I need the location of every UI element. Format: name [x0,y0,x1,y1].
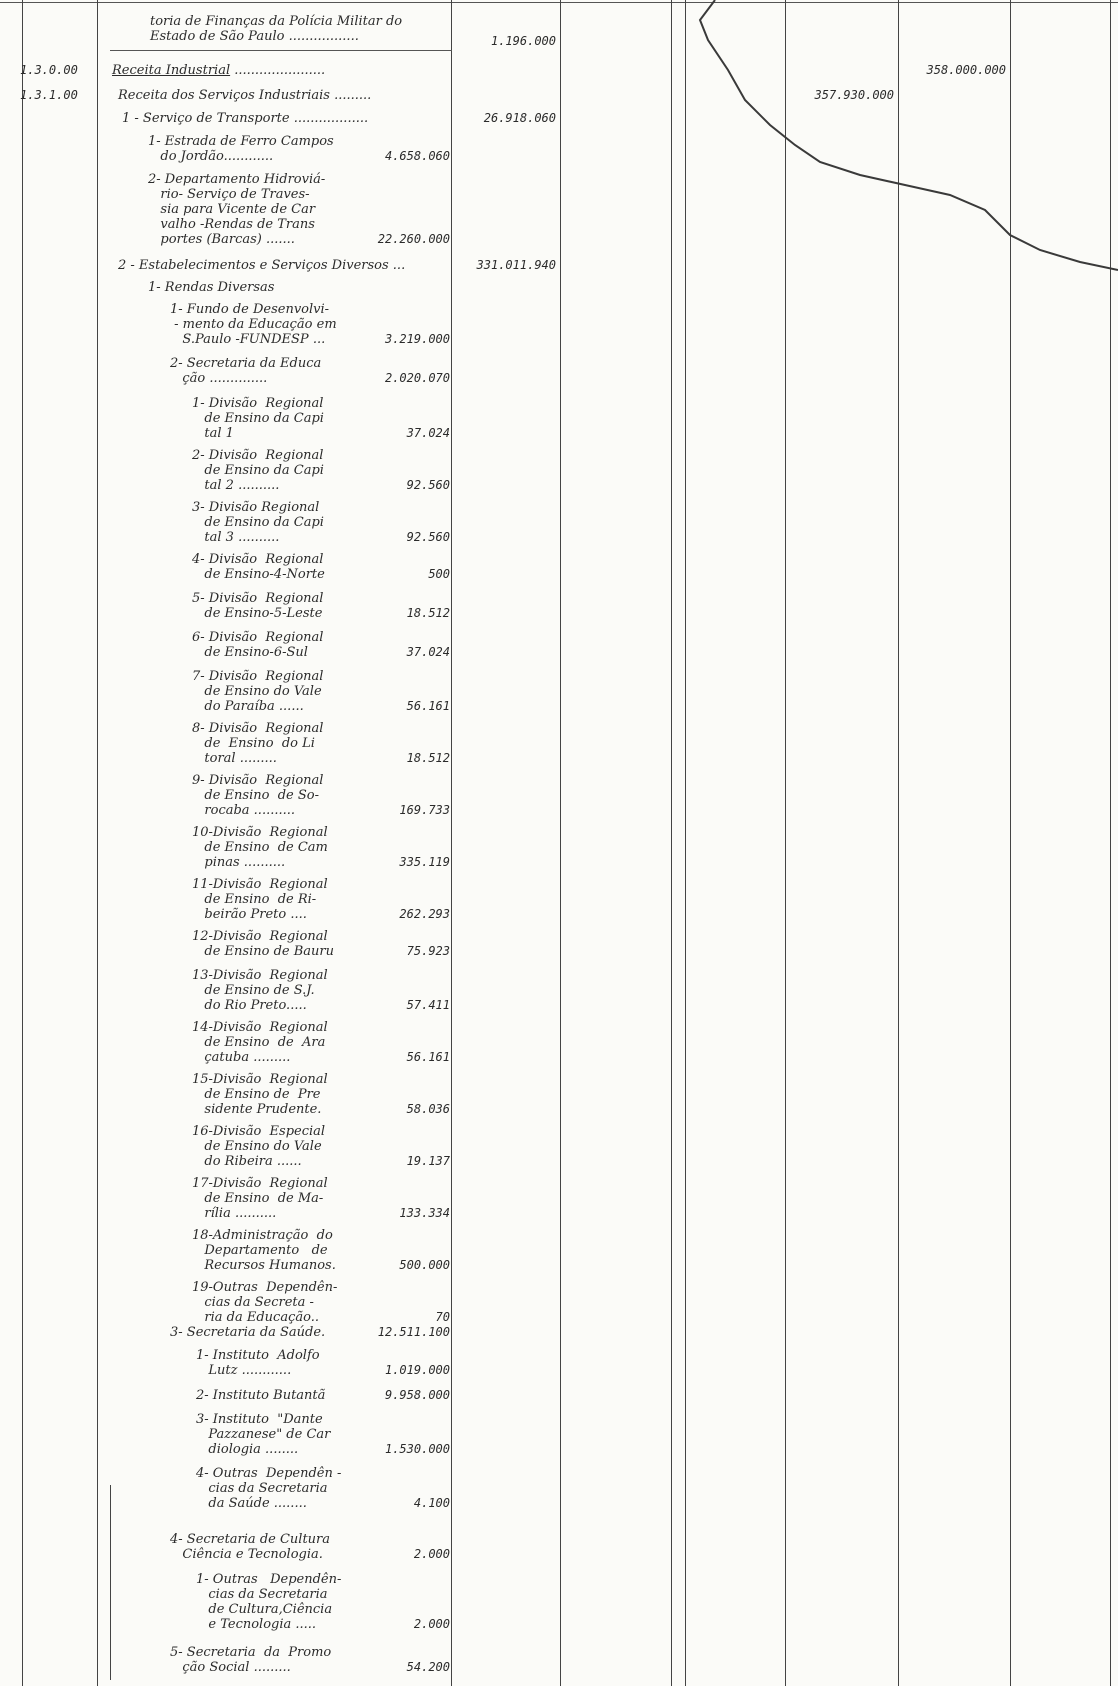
divisao-label: 16-Divisão Especial de Ensino do Vale do Ribeira ...... [192,1124,326,1169]
saude-item-label: 1- Instituto Adolfo Lutz ............ [196,1348,320,1378]
divisao-amount: 70 [435,1310,450,1324]
hidroviario-label: 2- Departamento Hidroviá- rio- Serviço de Traves- sia para Vicente de Car valho -Rendas de Trans portes (Barcas) ....... [148,172,326,247]
divisao-amount: 56.161 [406,699,450,713]
receita-servicos-total: 357.930.000 [814,88,894,102]
educacao-amount: 2.020.070 [384,371,450,385]
divisao-label: 15-Divisão Regional de Ensino de Pre sidente Prudente. [192,1072,328,1117]
saude-item-label: 4- Outras Dependên - cias da Secretaria da Saúde ........ [196,1466,342,1511]
divisao-label: 19-Outras Dependên- cias da Secreta - ria da Educação.. [192,1280,338,1325]
receita-industrial-total: 358.000.000 [926,63,1006,77]
divisao-amount: 58.036 [406,1102,450,1116]
divisao-amount: 57.411 [406,998,450,1012]
saude-item-amount: 4.100 [413,1496,450,1510]
saude-item-label: 2- Instituto Butantã [196,1388,326,1403]
promocao-amount: 54.200 [406,1660,450,1674]
fundesp-label: 1- Fundo de Desenvolvi- - mento da Educação em S.Paulo -FUNDESP ... [170,302,337,347]
divisao-label: 9- Divisão Regional de Ensino de So- rocaba .......... [192,773,324,818]
divisao-amount: 500 [428,567,450,581]
transporte-label: 1 - Serviço de Transporte .................. [122,111,369,126]
cultura-label: 4- Secretaria de Cultura Ciência e Tecnologia. [170,1532,330,1562]
receita-servicos-label: Receita dos Serviços Industriais ......... [118,88,372,103]
divisao-amount: 92.560 [406,478,450,492]
column-rule [110,1485,111,1680]
continuation-label: toria de Finanças da Polícia Militar do Estado de São Paulo ................. [150,14,403,44]
cultura-amount: 2.000 [413,1547,450,1561]
cultura-item-amount: 2.000 [413,1617,450,1631]
divisao-label: 6- Divisão Regional de Ensino-6-Sul [192,630,324,660]
continuation-amount: 1.196.000 [490,34,556,48]
divisao-amount: 169.733 [399,803,450,817]
divisao-label: 11-Divisão Regional de Ensino de Ri- beirão Preto .... [192,877,328,922]
divisao-label: 18-Administração do Departamento de Recursos Humanos. [192,1228,336,1273]
divisao-label: 13-Divisão Regional de Ensino de S.J. do Rio Preto..... [192,968,328,1013]
divisao-amount: 18.512 [406,606,450,620]
campos-jordao-amount: 4.658.060 [384,149,450,163]
divisao-label: 1- Divisão Regional de Ensino da Capi tal 1 [192,396,324,441]
divisao-label: 14-Divisão Regional de Ensino de Ara çatuba ......... [192,1020,328,1065]
divisao-amount: 133.334 [399,1206,450,1220]
promocao-label: 5- Secretaria da Promo ção Social ......... [170,1645,332,1675]
hidroviario-amount: 22.260.000 [377,232,450,246]
divisao-label: 8- Divisão Regional de Ensino do Li toral ......... [192,721,324,766]
divisao-amount: 37.024 [406,426,450,440]
campos-jordao-label: 1- Estrada de Ferro Campos do Jordão............ [148,134,334,164]
cultura-item-label: 1- Outras Dependên- cias da Secretaria de Cultura,Ciência e Tecnologia ..... [196,1572,342,1632]
saude-item-amount: 1.019.000 [384,1363,450,1377]
estabelecimentos-amount: 331.011.940 [476,258,556,272]
rendas-label: 1- Rendas Diversas [148,280,275,295]
divisao-label: 12-Divisão Regional de Ensino de Bauru [192,929,334,959]
fundesp-amount: 3.219.000 [384,332,450,346]
divisao-amount: 37.024 [406,645,450,659]
divisao-amount: 56.161 [406,1050,450,1064]
saude-item-label: 3- Instituto "Dante Pazzanese" de Car diologia ........ [196,1412,331,1457]
divisao-amount: 19.137 [406,1154,450,1168]
saude-amount: 12.511.100 [377,1325,450,1339]
saude-label: 3- Secretaria da Saúde. [170,1325,326,1340]
divisao-amount: 18.512 [406,751,450,765]
divisao-label: 5- Divisão Regional de Ensino-5-Leste [192,591,324,621]
divisao-label: 3- Divisão Regional de Ensino da Capi tal 3 .......... [192,500,324,545]
account-code: 1.3.1.00 [20,88,78,102]
divisao-label: 17-Divisão Regional de Ensino de Ma- rília .......... [192,1176,328,1221]
divisao-label: 4- Divisão Regional de Ensino-4-Norte [192,552,325,582]
divisao-amount: 262.293 [399,907,450,921]
educacao-label: 2- Secretaria da Educa ção .............. [170,356,322,386]
transporte-amount: 26.918.060 [483,111,556,125]
divisao-amount: 500.000 [399,1258,450,1272]
saude-item-amount: 9.958.000 [384,1388,450,1402]
divisao-label: 7- Divisão Regional de Ensino do Vale do Paraíba ...... [192,669,324,714]
divisao-amount: 335.119 [399,855,450,869]
divisao-label: 2- Divisão Regional de Ensino da Capi tal 2 .......... [192,448,324,493]
divisao-amount: 92.560 [406,530,450,544]
divisao-amount: 75.923 [406,944,450,958]
estabelecimentos-label: 2 - Estabelecimentos e Serviços Diversos ... [118,258,406,273]
receita-industrial-label: Receita Industrial ...................... [112,63,326,78]
saude-item-amount: 1.530.000 [384,1442,450,1456]
divisao-label: 10-Divisão Regional de Ensino de Cam pinas .......... [192,825,328,870]
account-code: 1.3.0.00 [20,63,78,77]
